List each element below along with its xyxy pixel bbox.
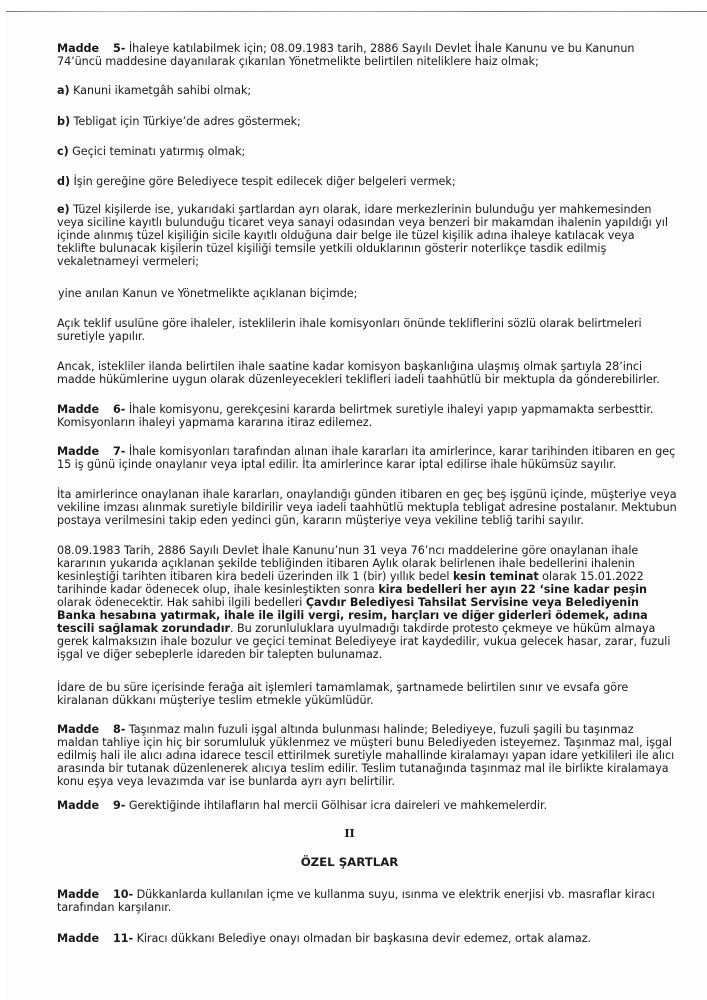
item-letter: e) bbox=[57, 203, 70, 216]
text-run: olarak ödenecektir. Hak sahibi ilgili bedelleri bbox=[57, 596, 306, 609]
madde-11 bbox=[57, 932, 591, 945]
item-b bbox=[57, 115, 301, 128]
item-a bbox=[57, 84, 251, 97]
madde-5-para-mail-bid: Ancak, istekliler ilanda belirtilen ihale saatine kadar komisyon başkanlığına ulaşmış olmak şartıyla 28’inci madde hükümlerine uygun olarak düzenleyecekleri teklifleri iadeli taahhütlü bir mektupla da gönderebilirler. bbox=[57, 360, 660, 386]
madde-number: 10- bbox=[113, 888, 134, 901]
text-run: olarak 15.01.2022 tarihinde kadar ödenecek olup, ihale kesinleştikten sonra bbox=[57, 570, 644, 596]
item-text: Kanuni ikametgâh sahibi olmak; bbox=[69, 84, 252, 97]
madde-label: Madde bbox=[57, 799, 100, 812]
section-title: ÖZEL ŞARTLAR bbox=[300, 855, 399, 869]
item-text: İşin gereğine göre Belediyece tespit edilecek diğer belgeleri vermek; bbox=[70, 175, 456, 188]
madde-number: 8- bbox=[113, 723, 126, 736]
bold-run: kesin teminat bbox=[452, 570, 539, 583]
madde-text: Dükkanlarda kullanılan içme ve kullanma suyu, ısınma ve elektrik enerjisi vb. masraflar kiracı tarafından karşılanır. bbox=[57, 888, 655, 914]
madde-number: 11- bbox=[113, 932, 134, 945]
item-d bbox=[57, 175, 456, 188]
item-letter: a) bbox=[57, 84, 70, 97]
madde-5 bbox=[57, 42, 672, 68]
madde-7 bbox=[57, 445, 677, 471]
madde-label: Madde bbox=[57, 445, 100, 458]
item-c bbox=[57, 145, 245, 158]
madde-9 bbox=[57, 799, 547, 812]
madde-number: 6- bbox=[113, 403, 126, 416]
bold-run: kira bedelleri her ayın 22 ‘sine kadar peşin bbox=[378, 583, 647, 596]
madde-number: 9- bbox=[113, 799, 126, 812]
madde-8 bbox=[57, 723, 677, 788]
madde-label: Madde bbox=[57, 42, 100, 55]
item-text: Geçici teminatı yatırmış olmak; bbox=[68, 145, 246, 158]
madde-7-para-notification: İta amirlerince onaylanan ihale kararları, onaylandığı günden itibaren en geç beş işgünü içinde, müşteriye veya vekiline imzası alınmak suretiyle bildirilir veya iadeli taahhütlü mektupla tebligat adresine postalanır. Mektubun postaya verilmesini takip eden yedinci gün, kararın müşteriye veya vekiline tebliğ tarihi sayılır. bbox=[57, 488, 677, 527]
madde-5-closing: yine anılan Kanun ve Yönetmelikte açıklanan biçimde; bbox=[58, 287, 358, 300]
section-numeral: II bbox=[344, 826, 355, 840]
madde-7-para-delivery: İdare de bu süre içerisinde ferağa ait işlemleri tamamlamak, şartnamede belirtilen sınır ve evsafa göre kiralanan dükkanı müşteriye teslim etmekle yükümlüdür. bbox=[57, 681, 629, 707]
madde-text: Taşınmaz malın fuzuli işgal altında bulunması halinde; Belediyeye, fuzuli şagili bu taşınmaz maldan tahliye için hiç bir sorumluluk yüklenmez ve müşteri bunu Belediyeden isteyemez. Taşınmaz mal, işgal edilmiş hali ile alıcı adına idarece tescil ettirilmek suretiyle mahallinde kiralamayı yapan idare yetkilileri ile alıcı arasında bir tutanak düzenlenerek alıcıya teslim edilir. Teslim tutanağında taşınmaz mal ile birlikte kiralamaya konu eşya veya levazımda var ise bunlarda ayrı ayrı belirtilir. bbox=[57, 723, 675, 788]
item-text: Tebligat için Türkiye’de adres göstermek; bbox=[70, 115, 301, 128]
madde-label: Madde bbox=[57, 403, 100, 416]
madde-text: Kiracı dükkanı Belediye onayı olmadan bir başkasına devir edemez, ortak alamaz. bbox=[133, 932, 592, 945]
madde-text: İhale komisyonu, gerekçesini kararda belirtmek suretiyle ihaleyi yapıp yapmamakta serbesttir. Komisyonların ihaleyi yapmama kararına itiraz edilemez. bbox=[57, 403, 654, 429]
madde-label: Madde bbox=[57, 932, 100, 945]
madde-number: 7- bbox=[113, 445, 126, 458]
madde-label: Madde bbox=[57, 888, 100, 901]
madde-6 bbox=[57, 403, 672, 429]
item-text: Tüzel kişilerde ise, yukarıdaki şartlardan ayrı olarak, idare merkezlerinin bulunduğu yer mahkemesinden veya siciline kayıtlı bulunduğu ticaret veya sanayi odasından veya benzeri bir makamdan ihalenin yapıldığı yıl içinde alınmış tüzel kişiliğin sicile kayıtlı olduğuna dair belge ile tüzel kişilik adına ihaleye katılacak veya teklifte bulunacak kişilerin tüzel kişiliği temsile yetkili olduklarının gösterir noterlikçe tasdik edilmiş vekaletnameyi vermeleri; bbox=[57, 203, 668, 268]
madde-text: Gerektiğinde ihtilafların hal mercii Gölhisar icra daireleri ve mahkemelerdir. bbox=[125, 799, 547, 812]
text-run: . Bu zorunluluklara uyulmadığı takdirde protesto çekmeye ve hüküm almaya gerek kalmaksızın ihale bozulur ve geçici teminat Belediyeye irat kaydedilir, vukua gelecek hasar, zarar, fuzuli işgal ve diğer sebeplerle idareden bir talepten bulunamaz. bbox=[57, 622, 671, 661]
page-top-edge bbox=[6, 11, 707, 12]
item-letter: b) bbox=[57, 115, 71, 128]
item-e bbox=[57, 203, 672, 268]
item-letter: c) bbox=[57, 145, 69, 158]
item-letter: d) bbox=[57, 175, 71, 188]
bold-run: Çavdır Belediyesi Tahsilat Servisine veya Belediyenin Banka hesabına yatırmak, ihale ile ilgili vergi, resim, harçları ve diğer giderleri ödemek, adına tescili sağlamak zorundadır bbox=[57, 596, 648, 635]
madde-10 bbox=[57, 888, 672, 914]
madde-5-para-open-bid: Açık teklif usulüne göre ihaleler, isteklilerin ihale komisyonları önünde tekliflerini sözlü olarak belirtmeleri suretiyle yapılır. bbox=[57, 317, 642, 343]
text-run: 08.09.1983 Tarih, 2886 Sayılı Devlet İhale Kanunu’nun 31 veya 76’ncı maddelerine göre onaylanan ihale kararının yukarıda açıklanan şekilde tebliğinden itibaren Aylık olarak belirlenen ihale bedellerini ihalenin kesinleştiği tarihten itibaren kira bedeli üzerinden ilk 1 (bir) yıllık bedel bbox=[57, 544, 639, 583]
madde-text: İhale komisyonları tarafından alınan ihale kararları ita amirlerince, karar tarihinden itibaren en geç 15 iş günü içinde onaylanır veya iptal edilir. İta amirlerince karar iptal edilirse ihale hükümsüz sayılır. bbox=[57, 445, 676, 471]
madde-text: İhaleye katılabilmek için; 08.09.1983 tarih, 2886 Sayılı Devlet İhale Kanunu ve bu Kanunun 74’üncü maddesine dayanılarak çıkarılan Yönetmelikte belirtilen niteliklere haiz olmak; bbox=[57, 42, 635, 68]
madde-7-para-payment bbox=[57, 544, 677, 661]
madde-label: Madde bbox=[57, 723, 100, 736]
madde-number: 5- bbox=[113, 42, 126, 55]
